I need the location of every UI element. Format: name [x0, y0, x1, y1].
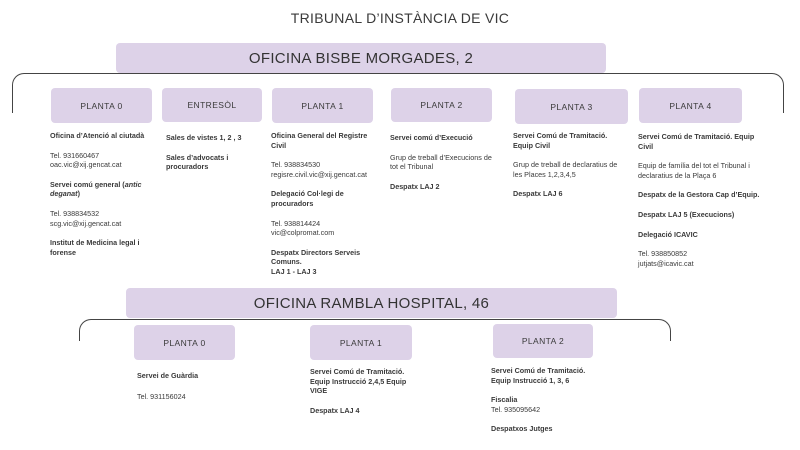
laj4: Despatx LAJ 4 — [310, 405, 360, 415]
guardia-tel: Tel. 931156024 — [137, 391, 186, 401]
directors-laj: LAJ 1 - LAJ 3 — [271, 266, 317, 276]
fiscalia-tel: Tel. 935095642 — [491, 404, 541, 414]
scg-mail: scg.vic@xij.gencat.cat — [50, 218, 122, 228]
office2-floor-planta-2 — [493, 324, 593, 358]
o2p1-title: Servei Comú de Tramitació. Equip Instrucció 2,4,5 Equip VIGE — [310, 367, 407, 396]
office1-planta-4-details — [638, 132, 762, 268]
office1-floor-label: PLANTA 2 — [420, 100, 463, 110]
office2-header — [126, 288, 617, 318]
gestora: Despatx de la Gestora Cap d’Equip. — [638, 190, 760, 200]
directors-title: Despatx Directors Serveis Comuns. — [271, 247, 361, 267]
office2-name: OFICINA RAMBLA HOSPITAL, 46 — [253, 294, 490, 312]
execucio-desc: Grup de treball d’Execucions de tot el Tribunal — [390, 152, 492, 172]
registre-tel: Tel. 938834530 — [271, 160, 321, 170]
laj5: Despatx LAJ 5 (Execucions) — [638, 209, 735, 219]
office1-name: OFICINA BISBE MORGADES, 2 — [248, 49, 474, 67]
office1-planta-1-details — [271, 131, 383, 277]
laj6: Despatx LAJ 6 — [513, 189, 563, 199]
office1-floor-label: PLANTA 0 — [80, 100, 123, 111]
office1-floor-label: PLANTA 4 — [669, 100, 712, 111]
execucio-title: Servei comú d’Execució — [390, 133, 473, 142]
office1-floor-entresol — [162, 88, 262, 122]
oac-title: Oficina d’Atenció al ciutadà — [50, 131, 145, 140]
scg-title: Servei comú general (antic deganat) — [50, 179, 142, 199]
procuradors-mail: vic@colpromat.com — [271, 228, 335, 238]
jutges: Despatxos Jutges — [491, 424, 553, 434]
laj2: Despatx LAJ 2 — [390, 181, 440, 191]
office1-floor-label: PLANTA 1 — [301, 100, 344, 111]
fiscalia: Fiscalia — [491, 395, 518, 405]
p3-title: Servei Comú de Tramitació. Equip Civil — [513, 131, 608, 150]
office1-floor-planta-0 — [51, 88, 152, 123]
office1-floor-planta-2 — [391, 88, 492, 122]
icavic-mail: jutjats@icavic.cat — [638, 258, 694, 268]
office2-floor-label: PLANTA 0 — [163, 337, 206, 348]
office1-planta-2-details — [390, 133, 500, 201]
office1-floor-planta-3 — [515, 89, 628, 124]
scg-tel: Tel. 938834532 — [50, 208, 100, 218]
o2p2-title: Servei Comú de Tramitació. Equip Instrucció 1, 3, 6 — [491, 366, 586, 385]
oac-tel: Tel. 931660467 — [50, 150, 100, 160]
procuradors-tel: Tel. 938814424 — [271, 218, 321, 228]
office1-floor-label: PLANTA 3 — [550, 101, 593, 112]
office2-floor-label: PLANTA 2 — [521, 336, 565, 346]
registre-title: Oficina General del Registre Civil — [271, 131, 368, 150]
office1-header — [116, 43, 606, 73]
office1-floor-planta-4 — [639, 88, 742, 123]
oac-mail: oac.vic@xij.gencat.cat — [50, 160, 122, 170]
office1-floor-planta-1 — [272, 88, 373, 123]
office2-floor-planta-0 — [134, 325, 235, 360]
p4-desc: Equip de família del tot el Tribunal i declaratius de la Plaça 6 — [638, 161, 750, 180]
entresol-line-1: Sales de vistes 1, 2 , 3 — [166, 133, 242, 142]
iml-title: Institut de Medicina legal i forense — [50, 238, 140, 257]
p4-title: Servei Comú de Tramitació. Equip Civil — [638, 132, 755, 151]
procuradors-title: Delegació Col·legi de procuradors — [271, 189, 344, 208]
office1-floor-label: ENTRESÒL — [187, 100, 237, 110]
office2-planta-1-details — [310, 367, 422, 425]
entresol-line-2: Sales d’advocats i procuradors — [166, 152, 229, 172]
p3-desc: Grup de treball de declaratius de les Places 1,2,3,4,5 — [513, 160, 618, 179]
guardia-title: Servei de Guàrdia — [137, 371, 199, 380]
office1-planta-3-details — [513, 131, 625, 209]
icavic: Delegació ICAVIC — [638, 229, 698, 239]
office2-floor-planta-1 — [310, 325, 412, 360]
office1-entresol-details — [166, 133, 261, 182]
registre-mail: regisre.civil.vic@xij.gencat.cat — [271, 169, 367, 179]
page-title: TRIBUNAL D’INSTÀNCIA DE VIC — [290, 10, 510, 26]
icavic-tel: Tel. 938850852 — [638, 249, 688, 259]
office2-planta-0-details — [137, 371, 247, 411]
office2-planta-2-details — [491, 366, 603, 444]
office1-planta-0-details — [50, 131, 158, 267]
office2-floor-label: PLANTA 1 — [339, 337, 383, 348]
